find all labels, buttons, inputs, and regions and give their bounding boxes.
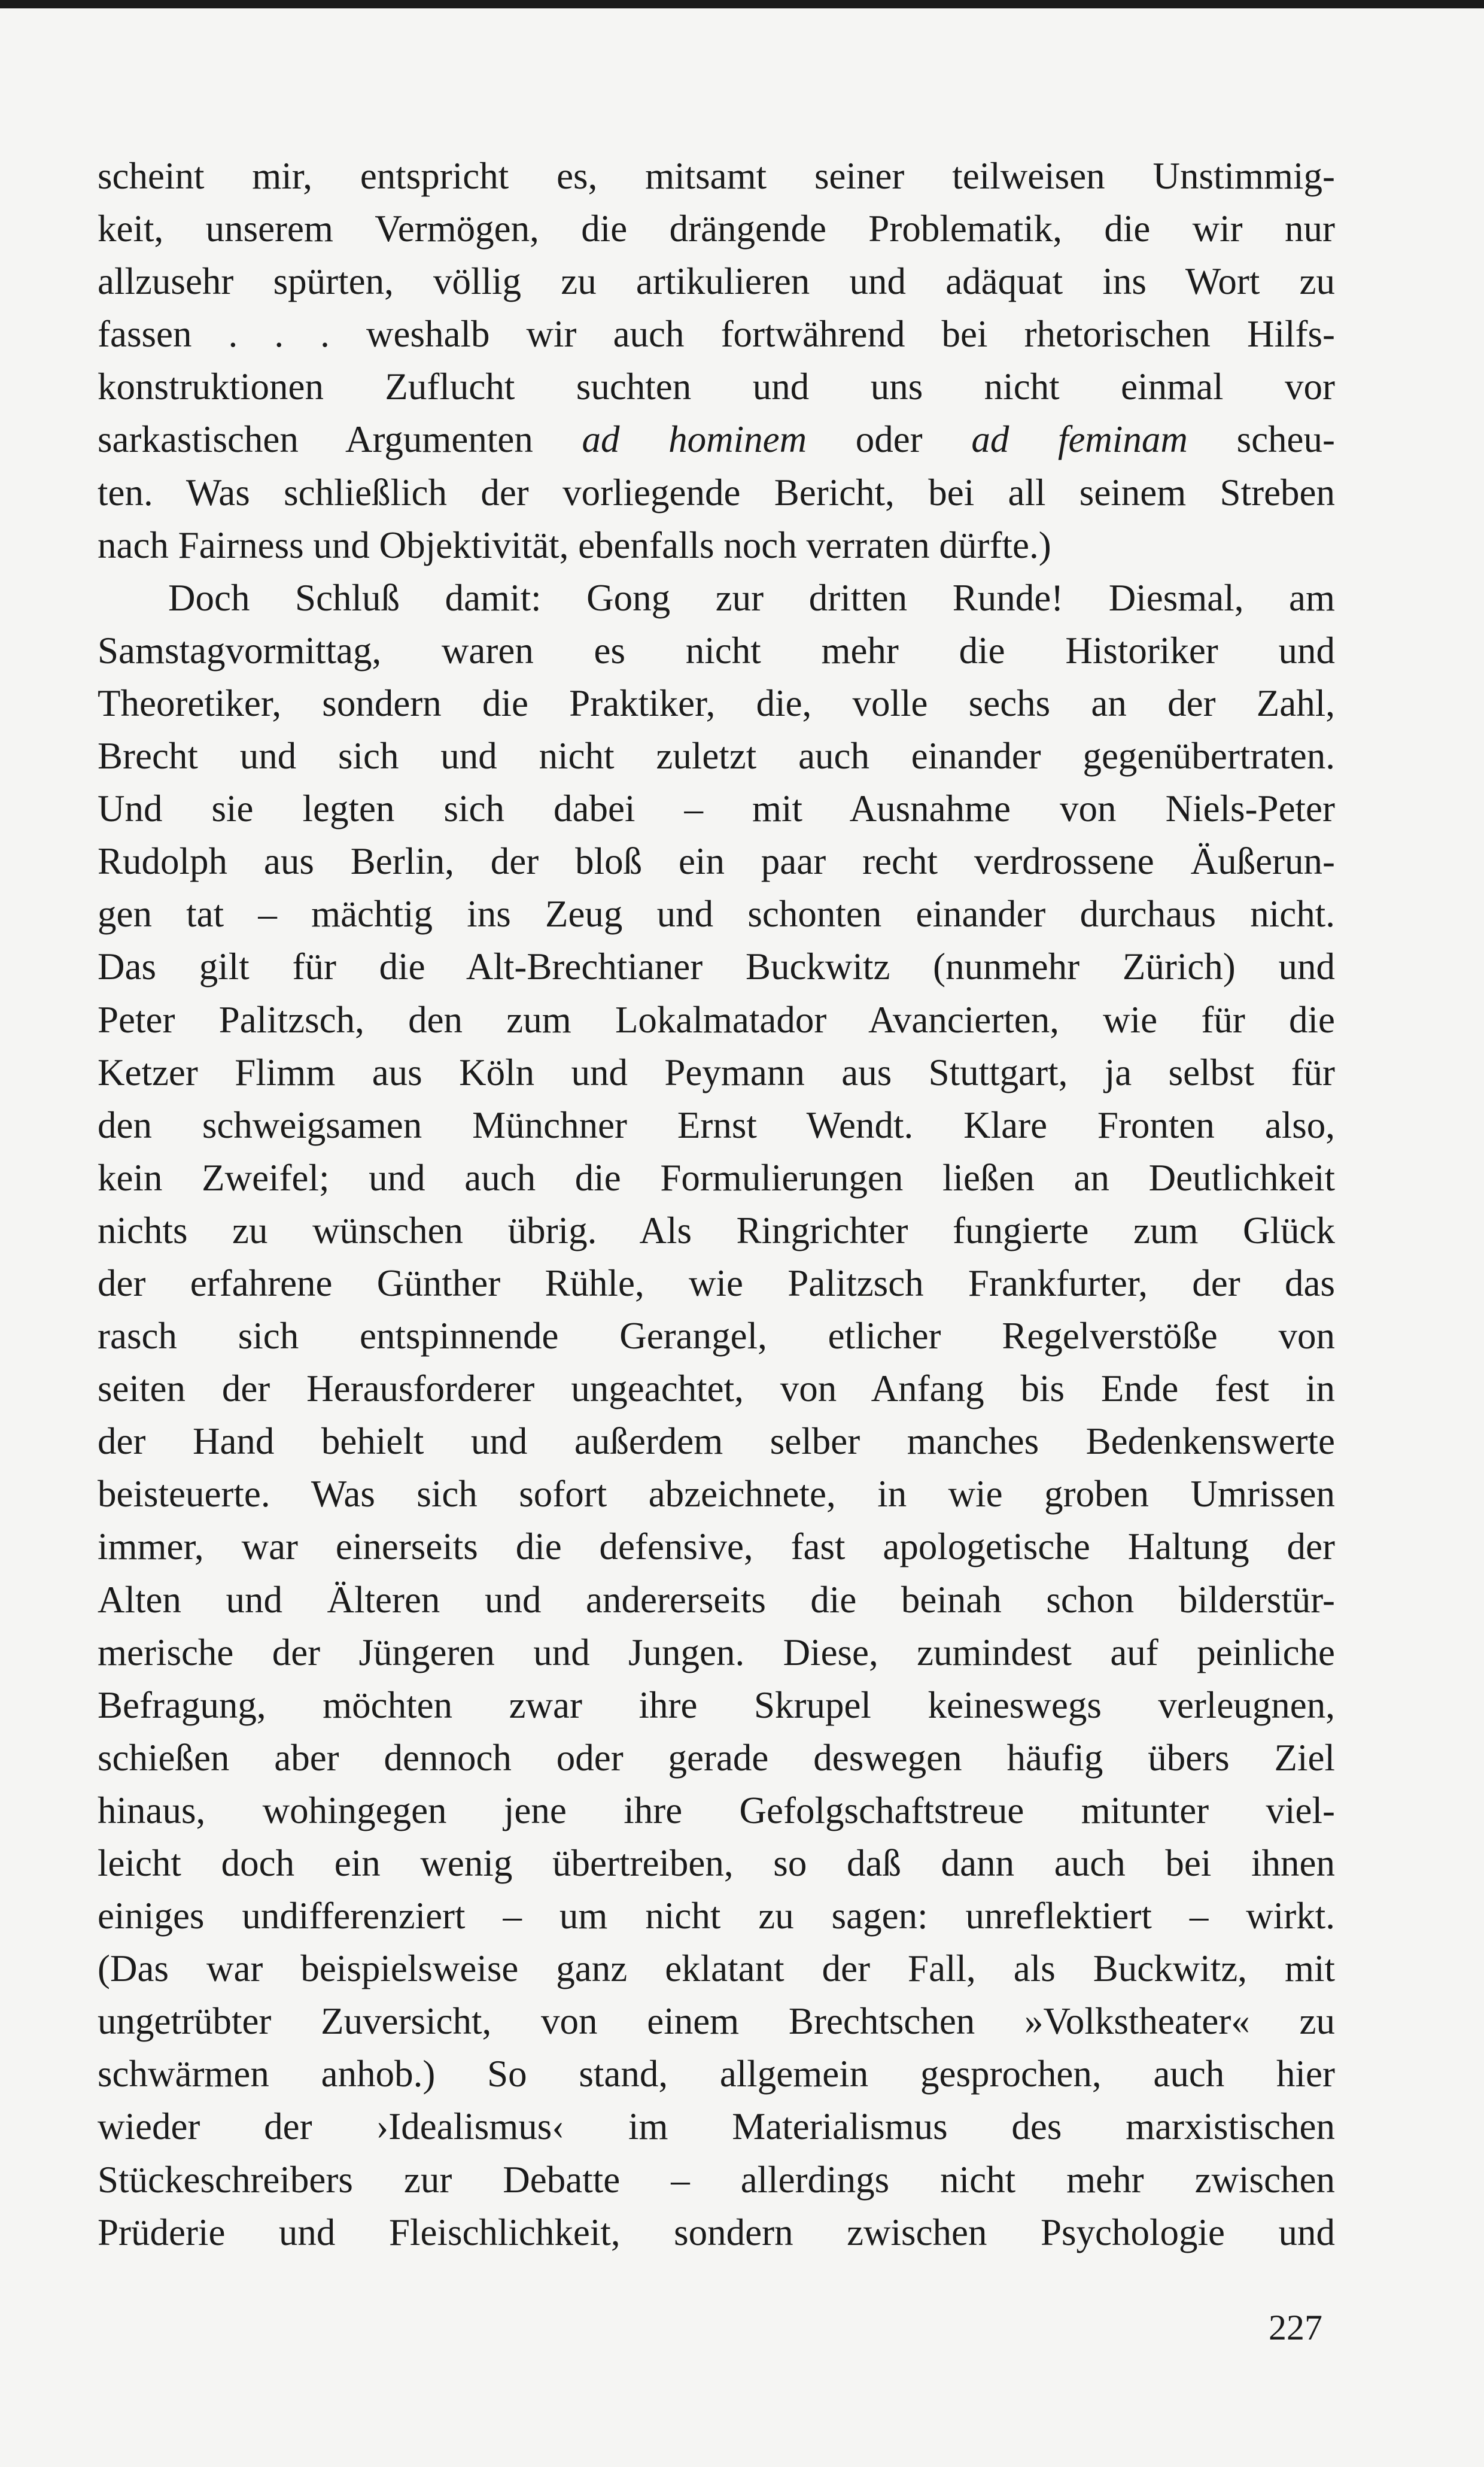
text-line: fassen . . . weshalb wir auch fortwährend bei rhetorischen Hilfs-: [98, 313, 1335, 356]
italic-phrase: ad hominem: [582, 418, 807, 461]
text-line: Rudolph aus Berlin, der bloß ein paar recht verdrossene Äußerun-: [98, 840, 1335, 883]
text-line: schießen aber dennoch oder gerade deswegen häufig übers Ziel: [98, 1736, 1335, 1779]
text-line: den schweigsamen Münchner Ernst Wendt. Klare Fronten also,: [98, 1104, 1335, 1146]
paragraph-2: [98, 572, 1335, 2259]
text-line: schwärmen anhob.) So stand, allgemein gesprochen, auch hier: [98, 2053, 1335, 2095]
text-line: beisteuerte. Was sich sofort abzeichnete, in wie groben Umrissen: [98, 1473, 1335, 1515]
text-line: seiten der Herausforderer ungeachtet, von Anfang bis Ende fest in: [98, 1368, 1335, 1410]
text-line: Doch Schluß damit: Gong zur dritten Runde! Diesmal, am: [168, 576, 1335, 619]
text-line: Alten und Älteren und andererseits die beinah schon bilderstür-: [98, 1578, 1335, 1621]
text-line: rasch sich entspinnende Gerangel, etlicher Regelverstöße von: [98, 1315, 1335, 1357]
text-line: nach Fairness und Objektivität, ebenfalls noch verraten dürfte.): [98, 524, 1051, 566]
text-line: nichts zu wünschen übrig. Als Ringrichter fungierte zum Glück: [98, 1209, 1335, 1251]
text-line: einiges undifferenziert – um nicht zu sagen: unreflektiert – wirkt.: [98, 1895, 1335, 1937]
text-line: konstruktionen Zuflucht suchten und uns nicht einmal vor: [98, 366, 1335, 408]
page-number: 227: [1269, 2308, 1322, 2347]
text-line: ten. Was schließlich der vorliegende Bericht, bei all seinem Streben: [98, 471, 1335, 514]
text-line: Brecht und sich und nicht zuletzt auch einander gegenübertraten.: [98, 735, 1335, 777]
text-line: der Hand behielt und außerdem selber manches Bedenkenswerte: [98, 1420, 1335, 1463]
text-line: (Das war beispielsweise ganz eklatant der Fall, als Buckwitz, mit: [98, 1948, 1335, 1990]
text-line: wieder der ›Idealismus‹ im Materialismus des marxistischen: [98, 2106, 1335, 2148]
text-line: Theoretiker, sondern die Praktiker, die, volle sechs an der Zahl,: [98, 682, 1335, 724]
text-line: keit, unserem Vermögen, die drängende Problematik, die wir nur: [98, 208, 1335, 250]
text-line: leicht doch ein wenig übertreiben, so daß dann auch bei ihnen: [98, 1842, 1335, 1884]
page-top-edge-shadow: [0, 0, 1484, 8]
text-line: Stückeschreibers zur Debatte – allerdings nicht mehr zwischen: [98, 2158, 1335, 2201]
text-line: Peter Palitzsch, den zum Lokalmatador Avancierten, wie für die: [98, 998, 1335, 1041]
text-line-with-italics: sarkastischen Argumenten ad hominem oder ad feminam scheu-: [98, 418, 1335, 461]
text-line: allzusehr spürten, völlig zu artikulieren und adäquat ins Wort zu: [98, 260, 1335, 303]
text-line: immer, war einerseits die defensive, fast apologetische Haltung der: [98, 1526, 1335, 1568]
text-line: scheint mir, entspricht es, mitsamt seiner teilweisen Unstimmig-: [98, 155, 1335, 197]
text-line: Prüderie und Fleischlichkeit, sondern zwischen Psychologie und: [98, 2211, 1335, 2253]
text-line: ungetrübter Zuversicht, von einem Brechtschen »Volkstheater« zu: [98, 2000, 1335, 2043]
text-line: merische der Jüngeren und Jungen. Diese, zumindest auf peinliche: [98, 1631, 1335, 1673]
text-line: Das gilt für die Alt-Brechtianer Buckwitz (nunmehr Zürich) und: [98, 946, 1335, 988]
text-line: kein Zweifel; und auch die Formulierungen ließen an Deutlichkeit: [98, 1156, 1335, 1199]
text-line: hinaus, wohingegen jene ihre Gefolgschaftstreue mitunter viel-: [98, 1789, 1335, 1831]
text-line: Befragung, möchten zwar ihre Skrupel keineswegs verleugnen,: [98, 1684, 1335, 1726]
text-line: gen tat – mächtig ins Zeug und schonten einander durchaus nicht.: [98, 893, 1335, 935]
paragraph-1: [98, 150, 1335, 572]
text-line: Samstagvormittag, waren es nicht mehr die Historiker und: [98, 629, 1335, 672]
text-line: der erfahrene Günther Rühle, wie Palitzsch Frankfurter, der das: [98, 1262, 1335, 1304]
text-line: Und sie legten sich dabei – mit Ausnahme von Niels-Peter: [98, 788, 1335, 830]
text-line: Ketzer Flimm aus Köln und Peymann aus Stuttgart, ja selbst für: [98, 1051, 1335, 1093]
body-text: [98, 150, 1335, 2259]
italic-phrase: ad feminam: [971, 418, 1188, 461]
